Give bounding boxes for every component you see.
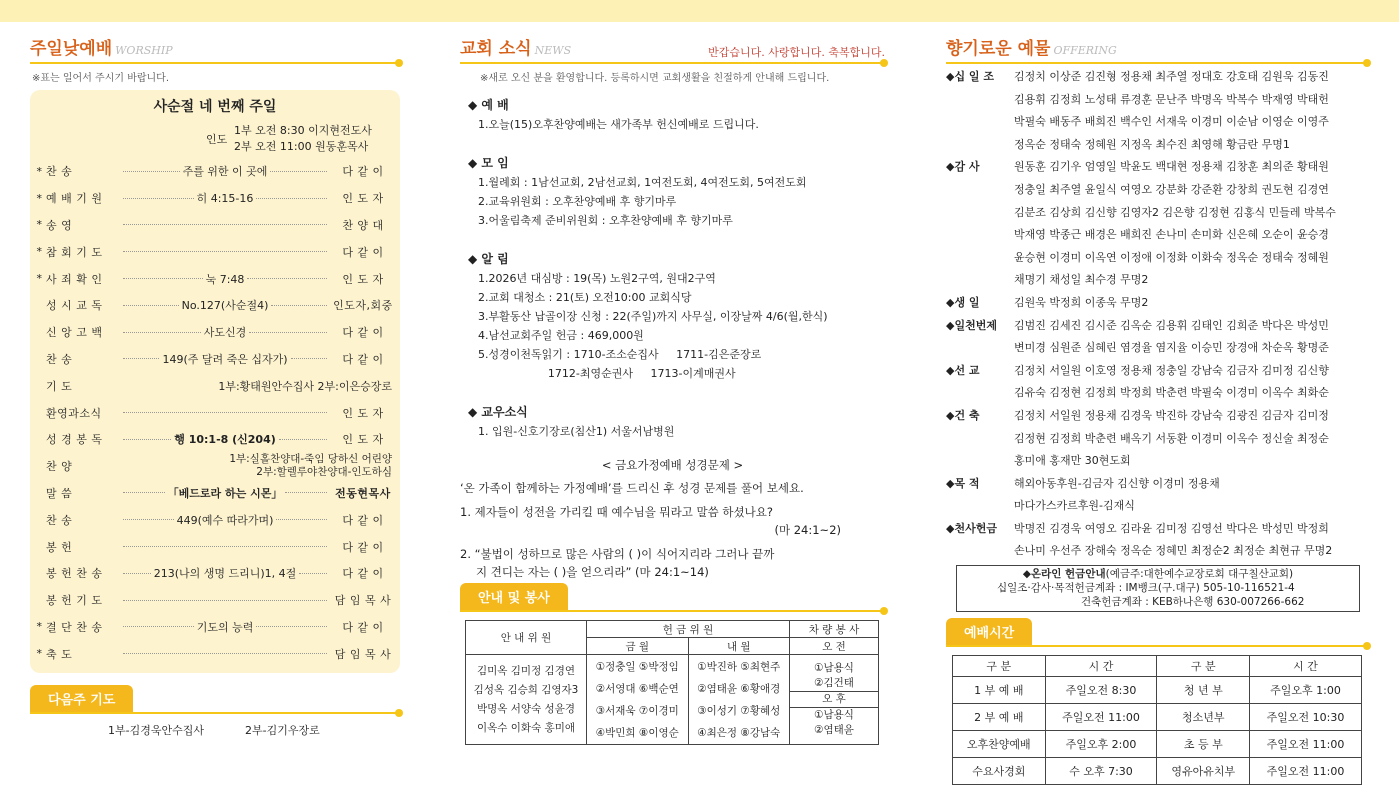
leader-dots [123, 251, 327, 252]
offering-name-line: 원동훈 김기우 엄영일 박윤도 백대현 정용채 김창훈 최의준 황태원 [1014, 160, 1329, 174]
car-am-row: ①남용식 [814, 662, 854, 674]
offering-name-line: 손나미 우선주 장해숙 정옥순 정혜민 최정순2 최정순 최현규 무명2 [1014, 544, 1333, 558]
order-row [30, 533, 400, 560]
offering-name-line: 김유숙 김정현 김정희 박정희 박춘련 박필숙 이경미 이옥수 최화순 [1014, 386, 1329, 400]
order-row [30, 212, 400, 239]
car-pm-row: ①남용식 [814, 709, 854, 721]
time-header-cell: 구 분 [953, 656, 1046, 677]
leader-dots [123, 412, 327, 413]
order-item-leader: 인 도 자 [342, 433, 384, 447]
time-cell: 주일오전 11:00 [1250, 731, 1362, 758]
order-item-leader: 다 같 이 [342, 567, 384, 581]
offering-row [946, 315, 1368, 360]
next-prayer-2: 2부-김기우장로 [244, 724, 320, 738]
guide-row: 이옥수 이화숙 홍미애 [477, 721, 575, 734]
order-item-detail-wrap [120, 190, 330, 206]
car-pm-row: ②염태윤 [814, 724, 854, 736]
offering-name-line: 변미경 심원준 심혜린 염경율 염지율 이승민 장경애 차순옥 황명준 [1014, 341, 1329, 355]
offering-row [946, 292, 1368, 315]
leader-dots [123, 358, 159, 359]
news-section-head: ◆ 알 림 [468, 252, 509, 266]
offering-row [946, 360, 1368, 405]
order-row [30, 480, 400, 507]
offering-rule [946, 62, 1368, 64]
order-item-name: 사 죄 확 인 [46, 272, 103, 286]
time-header-row [953, 656, 1362, 677]
order-row [30, 587, 400, 614]
offering-row [946, 473, 1368, 518]
order-row [30, 346, 400, 373]
online-title: ◆온라인 헌금안내 [1022, 568, 1106, 581]
offering-name-line: 마다가스카르후원-김재식 [1014, 499, 1135, 513]
car-am-head: 오 전 [790, 638, 879, 655]
money-head: 헌 금 위 원 [587, 621, 790, 638]
offering-name-line: 김원욱 박정희 이종욱 무명2 [1014, 295, 1149, 309]
service-section [460, 583, 885, 745]
leader-dots [256, 626, 327, 627]
offering-column [946, 34, 1368, 785]
news-line: 1.오늘(15)오후찬양예배는 새가족부 헌신예배로 드립니다. [478, 118, 759, 131]
online-box [956, 565, 1360, 612]
leader-dots [123, 439, 171, 440]
order-item-leader: 다 같 이 [342, 620, 384, 634]
order-item-detail-wrap [120, 619, 330, 635]
leader-label: 인도 [206, 133, 228, 146]
order-item-detail-wrap [120, 485, 330, 501]
time-row [953, 704, 1362, 731]
time-cell: 주일오후 2:00 [1045, 731, 1157, 758]
order-row [30, 426, 400, 453]
time-rule [946, 645, 1368, 647]
time-cell: 오후찬양예배 [953, 731, 1046, 758]
greeting: 반갑습니다. 사랑합니다. 축복합니다. [708, 46, 885, 59]
order-item-detail: 히 4:15-16 [196, 192, 254, 206]
leader-dots [123, 573, 151, 574]
top-banner [0, 0, 1399, 22]
offering-name-line: 채명기 채성일 최수경 무명2 [1014, 273, 1149, 287]
order-item-leader: 다 같 이 [342, 326, 384, 340]
leader-dots [123, 332, 201, 333]
car-pm-head: 오 후 [790, 691, 878, 708]
time-header-cell: 시 간 [1045, 656, 1157, 677]
order-item-detail-wrap [120, 565, 330, 581]
order-item-leader: 인 도 자 [342, 406, 384, 420]
order-item-detail: 행 10:1-8 (신204) [174, 433, 276, 447]
gold-row: ④박민희 ⑧이영순 [595, 726, 679, 739]
offering-name-line: 정충일 최주열 윤일식 여영오 강분화 강준환 강창희 권도현 김경연 [1014, 182, 1329, 196]
offering-name-line: 김정치 이상준 김진형 정용채 최주열 정대호 강호태 김원욱 김동진 [1014, 70, 1329, 83]
offering-names [1014, 518, 1368, 563]
online-account-1: 십일조·감사·목적헌금계좌 : IM뱅크(구.대구) 505-10-116521-4 [997, 582, 1295, 595]
online-title-line [957, 567, 1359, 581]
bible-q2-line1: 2. “불법이 성하므로 많은 사람의 ( )이 식어지리라 그러나 끝까 [460, 547, 775, 561]
offering-title-text: 향기로운 예물 [946, 39, 1051, 59]
order-item-name: 예 배 기 원 [46, 192, 103, 206]
order-item-name: 참 회 기 도 [46, 245, 103, 259]
order-item-detail-wrap [120, 297, 330, 313]
order-item-name: 환영과소식 [46, 406, 102, 420]
order-item-detail-wrap [120, 512, 330, 528]
order-title: 사순절 네 번째 주일 [153, 99, 277, 115]
offering-names [1014, 473, 1368, 518]
order-item-leader: 담 임 목 사 [334, 594, 392, 608]
time-cell: 영유아유치부 [1157, 758, 1250, 785]
next-row: ②염태윤 ⑥황애경 [697, 682, 781, 695]
offering-name-line: 윤승현 이경미 이옥연 이정애 이정화 이화숙 정옥순 정태숙 정혜원 [1014, 250, 1329, 264]
order-row [30, 560, 400, 587]
service-rule [460, 610, 885, 612]
leader-dots [299, 573, 327, 574]
offering-row [946, 405, 1368, 473]
leader-dots [123, 546, 327, 547]
offering-name-line: 박명진 김경욱 여영오 김라윤 김미정 김영선 박다은 박성민 박정희 [1014, 521, 1329, 535]
order-item-detail: 주를 위한 이 곳에 [182, 165, 268, 179]
order-times [206, 122, 400, 158]
leader-dots [123, 519, 174, 520]
worship-title [30, 34, 400, 59]
time-row [953, 677, 1362, 704]
next-row: ①박진하 ⑤최현주 [697, 660, 781, 673]
offering-category: ◆목 적 [946, 476, 980, 490]
order-item-leader: 찬 양 대 [342, 218, 384, 232]
leader-dots [123, 492, 165, 493]
news-column [460, 34, 885, 745]
worship-order-box [30, 90, 400, 673]
leader-dots [123, 600, 327, 601]
order-item-leader: 인도자,회중 [333, 299, 393, 313]
offering-name-line: 김범진 김세진 김시준 김옥순 김용휘 김태인 김희준 박다은 박성민 [1014, 318, 1329, 332]
worship-column [30, 34, 400, 738]
offering-row [946, 66, 1368, 156]
leader-dots [123, 171, 180, 172]
leader-dots [123, 224, 327, 225]
time-row [953, 731, 1362, 758]
news-line: 2.교육위원회 : 오후찬양예배 후 향기마루 [478, 195, 677, 208]
offering-name-line: 박재영 박종근 배경은 배희진 손나미 손미화 신은혜 오순이 윤승경 [1014, 228, 1329, 242]
order-star: * [36, 620, 42, 634]
order-item-detail-wrap [120, 546, 330, 547]
leader-dots [123, 626, 194, 627]
news-line: 5.성경이천독읽기 : 1710-조소순집사 1711-김은준장로 [478, 348, 762, 361]
order-item-detail-wrap [120, 600, 330, 601]
order-item-detail-wrap [120, 431, 330, 447]
order-item-name: 성 시 교 독 [46, 299, 103, 313]
offering-category: ◆십 일 조 [946, 70, 994, 83]
order-item-leader: 다 같 이 [342, 165, 384, 179]
time-tab: 예배시간 [946, 618, 1032, 645]
guide-head: 안 내 위 원 [466, 621, 587, 655]
order-item-detail-wrap [120, 378, 392, 394]
offering-title-en: OFFERING [1053, 44, 1117, 57]
order-item-name: 찬 양 [46, 460, 73, 474]
time-cell: 수 오후 7:30 [1045, 758, 1157, 785]
leader-dots [123, 278, 203, 279]
time-cell: 청 년 부 [1157, 677, 1250, 704]
service-time-1: 1부 오전 8:30 이지현전도사 [234, 124, 372, 137]
order-item-name: 찬 송 [46, 352, 73, 366]
online-sub: (예금주:대한예수교장로회 대구칠산교회) [1105, 568, 1294, 581]
bible-intro: ‘온 가족이 함께하는 가정예배’를 드리신 후 성경 문제를 풀어 보세요. [460, 481, 804, 495]
next-prayer-rule [30, 712, 400, 714]
time-cell: 청소년부 [1157, 704, 1250, 731]
order-item-name: 기 도 [46, 379, 73, 393]
order-row [30, 185, 400, 212]
order-star: * [36, 245, 42, 259]
order-item-detail: 기도의 능력 [196, 620, 254, 634]
order-row [30, 399, 400, 426]
leader-dots [256, 198, 327, 199]
next-prayer-section [30, 685, 400, 738]
order-item-name: 봉 헌 [46, 540, 73, 554]
time-cell: 주일오전 11:00 [1250, 758, 1362, 785]
car-head: 차 량 봉 사 [790, 621, 879, 638]
next-prayer-1: 1부-김경욱안수집사 [108, 724, 204, 738]
order-item-leader: 다 같 이 [342, 352, 384, 366]
leader-dots [123, 305, 179, 306]
order-row [30, 372, 400, 399]
offering-category: ◆선 교 [946, 363, 980, 377]
offering-category: ◆생 일 [946, 295, 980, 309]
time-cell: 주일오전 10:30 [1250, 704, 1362, 731]
offering-category: ◆천사헌금 [946, 521, 997, 535]
order-row [30, 238, 400, 265]
order-item-detail-wrap [120, 251, 330, 252]
order-item-name: 봉 헌 기 도 [46, 594, 103, 608]
service-tab: 안내 및 봉사 [460, 583, 568, 610]
time-row [953, 758, 1362, 785]
order-item-name: 결 단 찬 송 [46, 620, 103, 634]
offering-name-line: 김분조 김상희 김신향 김영자2 김은향 김정현 김홍식 민들레 박복수 [1014, 205, 1336, 219]
offering-names [1014, 315, 1368, 360]
offering-row [946, 518, 1368, 563]
leader-dots [270, 171, 327, 172]
bible-title: < 금요가정예배 성경문제 > [601, 458, 744, 472]
leader-dots [285, 492, 327, 493]
news-line: 3.부활동산 납골이장 신청 : 22(주일)까지 사무실, 이장날짜 4/6(월,한식) [478, 310, 828, 323]
order-row [30, 319, 400, 346]
order-item-name: 찬 송 [46, 165, 73, 179]
order-item-leader: 전동현목사 [335, 486, 391, 500]
next-prayer-list [30, 722, 400, 738]
order-item-name: 찬 송 [46, 513, 73, 527]
order-row [30, 265, 400, 292]
gold-row: ①정충일 ⑤박정임 [595, 660, 679, 673]
order-item-leader: 담 임 목 사 [334, 647, 392, 661]
order-star: * [36, 218, 42, 232]
next-row: ④최은정 ⑧강남숙 [697, 726, 781, 739]
order-item-name: 축 도 [46, 647, 73, 661]
time-header-cell: 구 분 [1157, 656, 1250, 677]
order-item-detail: 1부:황태원안수집사 2부:이은승장로 [218, 379, 392, 393]
service-time-2: 2부 오전 11:00 원동훈목사 [234, 140, 369, 153]
order-item-detail: 「베드로라 하는 시몬」 [167, 486, 283, 500]
time-table [952, 655, 1362, 785]
next-row: ③이성기 ⑦황혜성 [697, 704, 781, 717]
offering-name-line: 정옥순 정태숙 정혜원 지정옥 최수진 최영해 황금란 무명1 [1014, 137, 1290, 151]
order-item-detail-wrap [120, 163, 330, 179]
order-item-detail: 149(주 달려 죽은 십자가) [162, 352, 288, 366]
offering-category: ◆일천번제 [946, 318, 997, 332]
order-item-name: 송 영 [46, 218, 73, 232]
order-star: * [36, 191, 42, 205]
offering-name-line: 해외아동후원-김금자 김신향 이경미 정용채 [1014, 476, 1220, 490]
order-item-name: 성 경 봉 독 [46, 433, 103, 447]
leader-dots [291, 358, 327, 359]
order-item-leader: 다 같 이 [342, 245, 384, 259]
news-note: ※새로 오신 분을 환영합니다. 등록하시면 교회생활을 친절하게 안내해 드립니다. [480, 73, 830, 84]
order-item-detail: 1부:실홀찬양대-죽임 당하신 어린양 2부:할렐루야찬양대-인도하심 [229, 453, 392, 479]
news-section-head: ◆ 예 배 [468, 98, 509, 112]
order-item-leader: 다 같 이 [342, 513, 384, 527]
news-section-head: ◆ 모 임 [468, 156, 509, 170]
guide-row: 박명옥 서양숙 성윤경 [477, 702, 575, 715]
gold-list [587, 655, 689, 745]
offering-name-line: 김정치 서일원 정용채 김경욱 박진하 강남숙 김광진 김금자 김미정 [1014, 408, 1329, 422]
order-item-name: 봉 헌 찬 송 [46, 567, 103, 581]
offering-list [946, 66, 1368, 563]
offering-names [1014, 292, 1368, 315]
order-item-name: 말 씀 [46, 486, 73, 500]
order-row [30, 158, 400, 185]
car-list [790, 655, 879, 745]
order-star: * [36, 647, 42, 661]
offering-names [1014, 156, 1368, 292]
order-item-leader: 다 같 이 [342, 540, 384, 554]
offering-name-line: 김정치 서일원 이호영 정용채 정충일 강남숙 김금자 김미정 김신향 [1014, 363, 1329, 377]
offering-name-line: 박필숙 배동주 배희진 백수인 서재욱 이경미 이순남 이영순 이영주 [1014, 115, 1329, 129]
news-rule [460, 62, 885, 64]
time-cell: 2 부 예 배 [953, 704, 1046, 731]
offering-names [1014, 66, 1368, 156]
car-am-row: ②김건태 [814, 677, 854, 689]
offering-category: ◆감 사 [946, 160, 980, 174]
order-list [30, 158, 400, 667]
leader-dots [276, 519, 327, 520]
leader-dots [123, 198, 194, 199]
offering-names [1014, 360, 1368, 405]
offering-row [946, 156, 1368, 292]
worship-title-text: 주일낮예배 [30, 39, 113, 59]
time-cell: 주일오후 1:00 [1250, 677, 1362, 704]
order-item-detail: 449(예수 따라가며) [176, 513, 274, 527]
order-item-detail-wrap [120, 271, 330, 287]
order-row [30, 614, 400, 641]
gold-row: ②서영대 ⑥백순연 [595, 682, 679, 695]
next-list [688, 655, 790, 745]
leader-dots [279, 439, 327, 440]
worship-note: ※표는 일어서 주시기 바랍니다. [32, 73, 170, 84]
order-item-detail: No.127(사순절4) [181, 299, 269, 313]
news-title-en: NEWS [534, 44, 572, 57]
bible-q1: 1. 제자들이 성전을 가리킬 때 예수님을 뭐라고 말씀 하셨나요? [460, 505, 773, 519]
next-prayer-tab: 다음주 기도 [30, 685, 133, 712]
order-star: * [36, 272, 42, 286]
time-header-cell: 시 간 [1250, 656, 1362, 677]
news-line: 4.남선교회주일 헌금 : 469,000원 [478, 329, 644, 342]
news-line: 2.교회 대청소 : 21(토) 오전10:00 교회식당 [478, 291, 692, 304]
time-cell: 초 등 부 [1157, 731, 1250, 758]
guide-row: 김성옥 김승희 김영자3 [473, 683, 579, 696]
time-cell: 주일오전 8:30 [1045, 677, 1157, 704]
service-table [465, 620, 879, 745]
offering-name-line: 김정현 김정희 박춘련 배옥기 서동환 이경미 이옥수 정신술 최정순 [1014, 431, 1329, 445]
time-cell: 주일오전 11:00 [1045, 704, 1157, 731]
online-account-2: 건축헌금계좌 : KEB하나은행 630-007266-662 [1081, 596, 1305, 609]
worship-title-en: WORSHIP [115, 44, 173, 57]
order-item-name: 신 앙 고 백 [46, 326, 103, 340]
news-title [460, 34, 885, 59]
leader-dots [249, 332, 327, 333]
order-item-detail-wrap [120, 453, 392, 479]
order-item-detail-wrap [120, 224, 330, 225]
guide-row: 김미옥 김미정 김경연 [477, 664, 575, 677]
leader-dots [247, 278, 327, 279]
worship-rule [30, 62, 400, 64]
guide-list [466, 655, 587, 745]
order-item-leader: 인 도 자 [342, 272, 384, 286]
offering-category: ◆건 축 [946, 408, 980, 422]
news-sections [460, 96, 885, 439]
time-cell: 수요사경회 [953, 758, 1046, 785]
gold-row: ③서재욱 ⑦이경미 [595, 704, 679, 717]
order-row [30, 640, 400, 667]
order-row [30, 292, 400, 319]
gold-head: 금 월 [587, 638, 689, 655]
offering-names [1014, 405, 1368, 473]
offering-name-line: 홍미애 홍재만 30현도회 [1014, 454, 1131, 468]
news-line: 3.어울림축제 준비위원회 : 오후찬양예배 후 향기마루 [478, 214, 733, 227]
news-line: 1. 입원-신호기장로(침산1) 서울서남병원 [478, 425, 675, 438]
bible-q2-line2: 지 견디는 자는 ( )을 얻으리라” (마 24:1~14) [476, 565, 709, 579]
offering-title [946, 34, 1368, 59]
leader-dots [271, 305, 327, 306]
bible-q1-ref: (마 24:1~2) [774, 523, 841, 537]
order-star: * [36, 164, 42, 178]
order-row [30, 453, 400, 480]
offering-name-line: 김용휘 김정희 노성태 류경훈 문난주 박명옥 박복수 박재영 박태헌 [1014, 92, 1329, 106]
news-section-head: ◆ 교우소식 [468, 405, 528, 419]
news-title-text: 교회 소식 [460, 39, 532, 59]
time-cell: 1 부 예 배 [953, 677, 1046, 704]
order-item-detail-wrap [120, 351, 330, 367]
order-item-detail: 사도신경 [203, 326, 247, 340]
news-line: 1.월례회 : 1남선교회, 2남선교회, 1여전도회, 4여전도회, 5여전도회 [478, 176, 807, 189]
order-item-detail: 눅 7:48 [205, 272, 245, 286]
leader-dots [123, 653, 327, 654]
order-row [30, 506, 400, 533]
next-head: 내 월 [688, 638, 790, 655]
news-line: 1712-최영순권사 1713-이계매권사 [478, 367, 736, 380]
time-section [946, 618, 1368, 785]
order-item-leader: 인 도 자 [342, 192, 384, 206]
order-item-detail-wrap [120, 653, 330, 654]
order-item-detail-wrap [120, 412, 330, 413]
news-line: 1.2026년 대심방 : 19(목) 노원2구역, 원대2구역 [478, 272, 716, 285]
order-item-detail: 213(나의 생명 드리니)1, 4절 [153, 567, 297, 581]
order-item-detail-wrap [120, 324, 330, 340]
